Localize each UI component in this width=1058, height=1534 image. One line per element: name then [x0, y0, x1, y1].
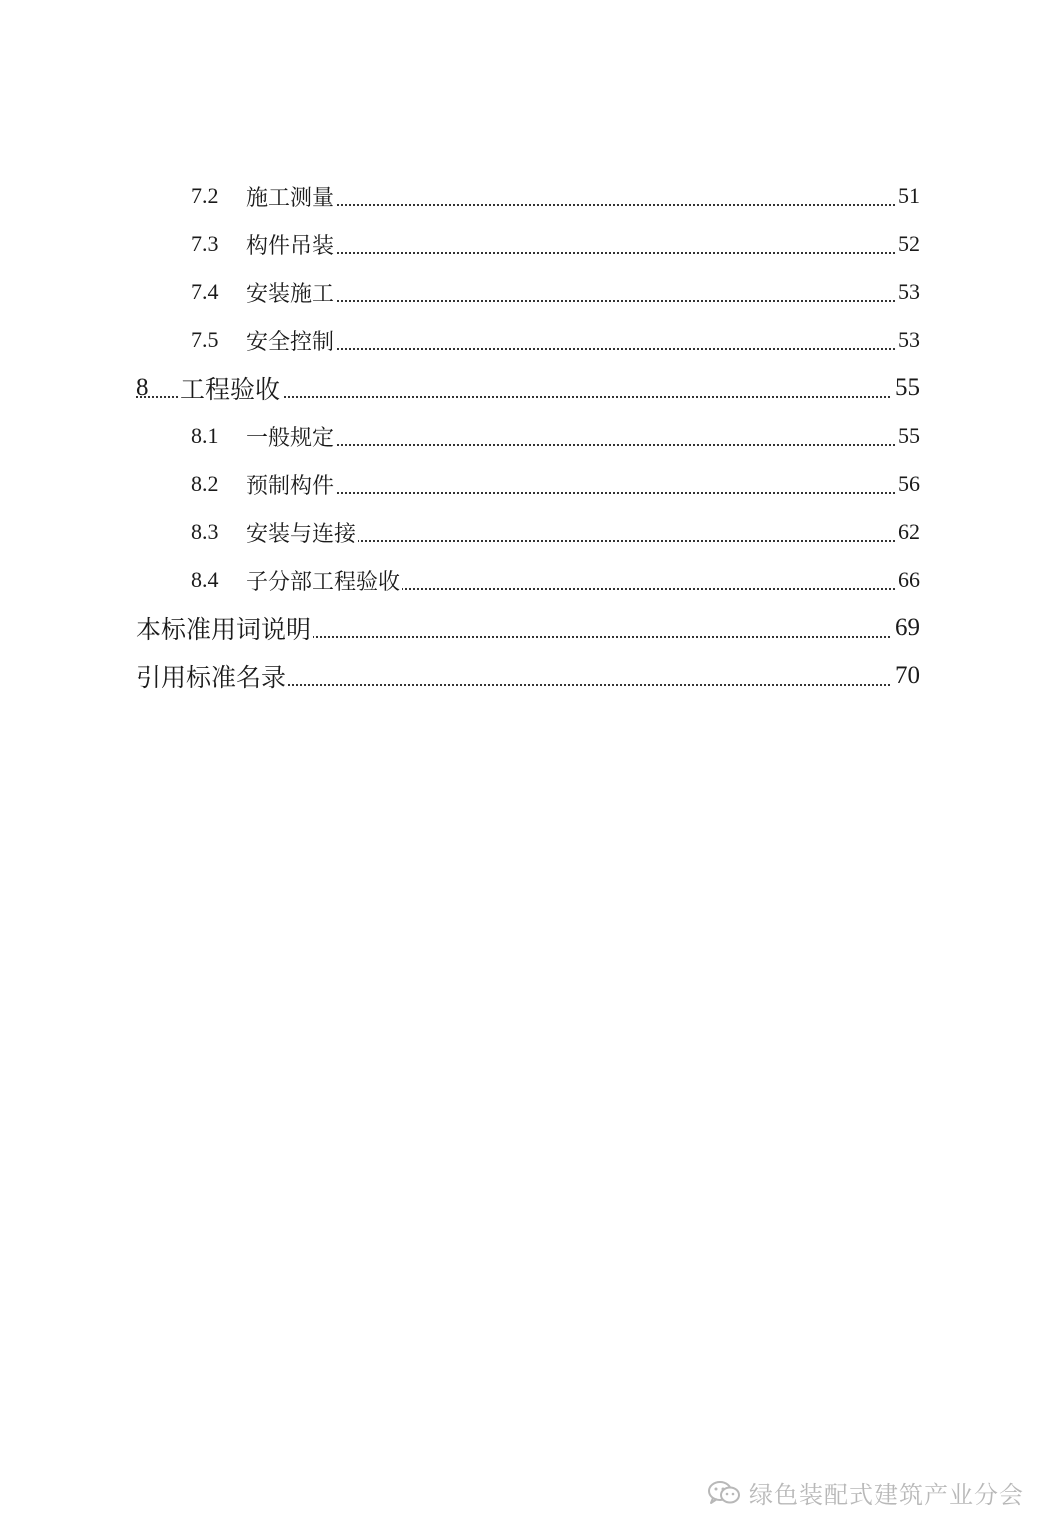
- toc-entry-title: 安装施工: [246, 277, 336, 308]
- toc-entry-page: 51: [895, 183, 920, 209]
- toc-leader-dots: [246, 442, 898, 446]
- toc-appendix-entry[interactable]: [0, 652, 1058, 700]
- toc-entry-page: 56: [895, 471, 920, 497]
- toc-entry-number: 8.1: [191, 423, 219, 448]
- toc-entry-title: 安全控制: [246, 325, 336, 356]
- toc-entry-page: 55: [895, 423, 920, 449]
- table-of-contents: [0, 172, 1058, 700]
- toc-entry-title: 子分部工程验收: [246, 565, 402, 596]
- toc-leader-dots: [246, 346, 898, 350]
- toc-entry-title: 预制构件: [246, 469, 336, 500]
- toc-entry-page: 70: [892, 662, 920, 690]
- toc-entry-page: 66: [895, 567, 920, 593]
- watermark: [707, 1475, 1024, 1510]
- toc-entry-title: 安装与连接: [246, 517, 358, 548]
- toc-entry-number: 7.5: [191, 327, 219, 352]
- watermark-text: 绿色装配式建筑产业分会: [749, 1481, 1024, 1509]
- toc-entry-page: 69: [892, 614, 920, 642]
- toc-appendix-title: 本标准用词说明: [136, 610, 313, 646]
- toc-entry-number: 7.3: [191, 231, 219, 256]
- toc-entry-title: 施工测量: [246, 181, 336, 212]
- toc-entry-page: 62: [895, 519, 920, 545]
- toc-entry-number: 7.2: [191, 183, 219, 208]
- toc-entry-number: 7.4: [191, 279, 219, 304]
- toc-entry-title: 构件吊装: [246, 229, 336, 260]
- toc-entry[interactable]: [0, 508, 1058, 556]
- toc-entry-number: 8.3: [191, 519, 219, 544]
- toc-leader-dots: [246, 202, 898, 206]
- toc-entry-page: 53: [895, 279, 920, 305]
- toc-chapter-entry[interactable]: [0, 364, 1058, 412]
- toc-appendix-entry[interactable]: [0, 604, 1058, 652]
- toc-entry[interactable]: [0, 460, 1058, 508]
- toc-leader-dots: [246, 490, 898, 494]
- toc-chapter-title: 工程验收: [180, 370, 282, 406]
- toc-entry[interactable]: [0, 556, 1058, 604]
- toc-chapter-number: 8: [136, 374, 149, 401]
- toc-entry[interactable]: [0, 220, 1058, 268]
- toc-entry-number: 8.2: [191, 471, 219, 496]
- toc-entry-title: 一般规定: [246, 421, 336, 452]
- toc-entry-page: 55: [892, 374, 920, 402]
- toc-appendix-title: 引用标准名录: [136, 658, 288, 694]
- toc-entry[interactable]: [0, 268, 1058, 316]
- wechat-icon: [707, 1480, 741, 1506]
- toc-entry-page: 52: [895, 231, 920, 257]
- toc-entry[interactable]: [0, 316, 1058, 364]
- toc-entry-page: 53: [895, 327, 920, 353]
- toc-leader-dots: [246, 298, 898, 302]
- toc-entry[interactable]: [0, 412, 1058, 460]
- toc-entry-number: 8.4: [191, 567, 219, 592]
- toc-entry[interactable]: [0, 172, 1058, 220]
- toc-leader-dots: [246, 250, 898, 254]
